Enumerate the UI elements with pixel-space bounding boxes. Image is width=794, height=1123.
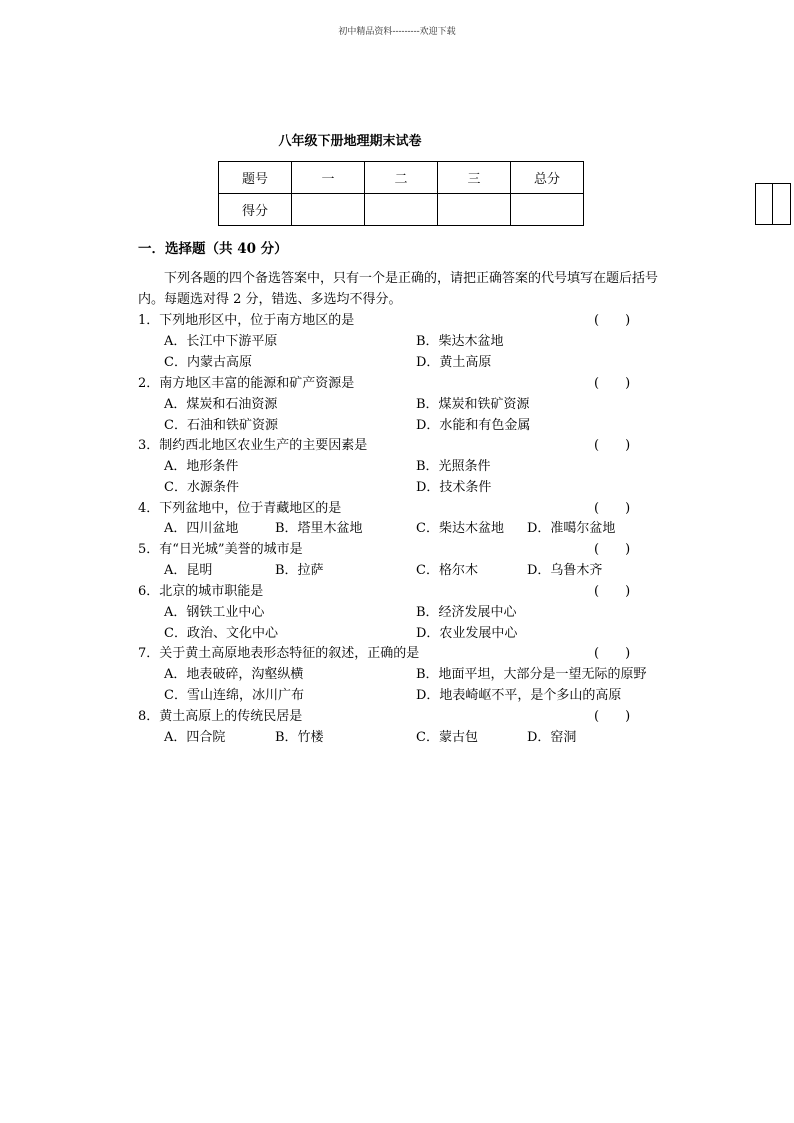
page-header: 初中精品资料---------欢迎下载 <box>338 27 456 37</box>
option-a: A．四合院 <box>164 730 226 745</box>
option-c: C．蒙古包 <box>416 730 478 745</box>
section-intro: 下列各题的四个备选答案中，只有一个是正确的，请把正确答案的代号填写在题后括号内。每题选对得 2 分，错选、多选均不得分。 <box>138 271 659 307</box>
table-cell: 总分 <box>511 162 584 194</box>
option-b: B．经济发展中心 <box>416 605 517 620</box>
page-title: 八年级下册地理期末试卷 <box>278 134 422 149</box>
answer-paren: ( ) <box>594 646 631 661</box>
option-c: C．柴达木盆地 <box>416 521 504 536</box>
option-a: A．长江中下游平原 <box>164 334 278 349</box>
question-stem: 6．北京的城市职能是 <box>138 584 264 599</box>
score-table-score-row <box>219 194 584 226</box>
option-c: C．石油和铁矿资源 <box>164 418 278 433</box>
question-stem: 2．南方地区丰富的能源和矿产资源是 <box>138 376 355 391</box>
option-a: A．钢铁工业中心 <box>164 605 265 620</box>
option-d: D．农业发展中心 <box>416 626 518 641</box>
option-a: A．四川盆地 <box>164 521 239 536</box>
answer-paren: ( ) <box>594 501 631 516</box>
option-d: D．技术条件 <box>416 480 492 495</box>
question-stem: 5．有“日光城”美誉的城市是 <box>138 542 303 557</box>
binding-divider <box>772 184 773 224</box>
question-stem: 7．关于黄土高原地表形态特征的叙述，正确的是 <box>138 646 420 661</box>
option-d: D．准噶尔盆地 <box>527 521 616 536</box>
option-b: B．煤炭和铁矿资源 <box>416 397 530 412</box>
answer-paren: ( ) <box>594 542 631 557</box>
answer-paren: ( ) <box>594 313 631 328</box>
answer-paren: ( ) <box>594 376 631 391</box>
option-d: D．窑洞 <box>527 730 577 745</box>
question-stem: 4．下列盆地中，位于青藏地区的是 <box>138 501 342 516</box>
option-c: C．内蒙古高原 <box>164 355 252 370</box>
question-stem: 3．制约西北地区农业生产的主要因素是 <box>138 438 368 453</box>
score-cell <box>438 194 511 226</box>
option-a: A．昆明 <box>164 563 213 578</box>
option-c: C．政治、文化中心 <box>164 626 278 641</box>
table-cell: 得分 <box>219 194 292 226</box>
score-cell <box>292 194 365 226</box>
answer-paren: ( ) <box>594 709 631 724</box>
answer-paren: ( ) <box>594 584 631 599</box>
question-stem: 8．黄土高原上的传统民居是 <box>138 709 303 724</box>
option-b: B．地面平坦，大部分是一望无际的原野 <box>416 667 647 682</box>
table-cell: 二 <box>365 162 438 194</box>
option-d: D．乌鲁木齐 <box>527 563 603 578</box>
section-title: 一．选择题（共 40 分） <box>138 241 288 257</box>
option-d: D．水能和有色金属 <box>416 418 531 433</box>
score-table-header-row <box>219 162 584 194</box>
option-c: C．雪山连绵，冰川广布 <box>164 688 304 703</box>
binding-margin-box <box>755 183 791 225</box>
option-b: B．光照条件 <box>416 459 491 474</box>
option-d: D．地表崎岖不平，是个多山的高原 <box>416 688 622 703</box>
option-b: B．竹楼 <box>275 730 324 745</box>
answer-paren: ( ) <box>594 438 631 453</box>
table-cell: 三 <box>438 162 511 194</box>
option-b: B．塔里木盆地 <box>275 521 363 536</box>
score-cell <box>511 194 584 226</box>
table-cell: 一 <box>292 162 365 194</box>
option-d: D．黄土高原 <box>416 355 492 370</box>
option-c: C．水源条件 <box>164 480 239 495</box>
option-a: A．地表破碎，沟壑纵横 <box>164 667 304 682</box>
option-c: C．格尔木 <box>416 563 478 578</box>
score-table <box>218 161 584 226</box>
option-b: B．柴达木盆地 <box>416 334 504 349</box>
option-a: A．煤炭和石油资源 <box>164 397 278 412</box>
table-cell: 题号 <box>219 162 292 194</box>
option-a: A．地形条件 <box>164 459 239 474</box>
score-cell <box>365 194 438 226</box>
option-b: B．拉萨 <box>275 563 324 578</box>
question-stem: 1．下列地形区中，位于南方地区的是 <box>138 313 355 328</box>
